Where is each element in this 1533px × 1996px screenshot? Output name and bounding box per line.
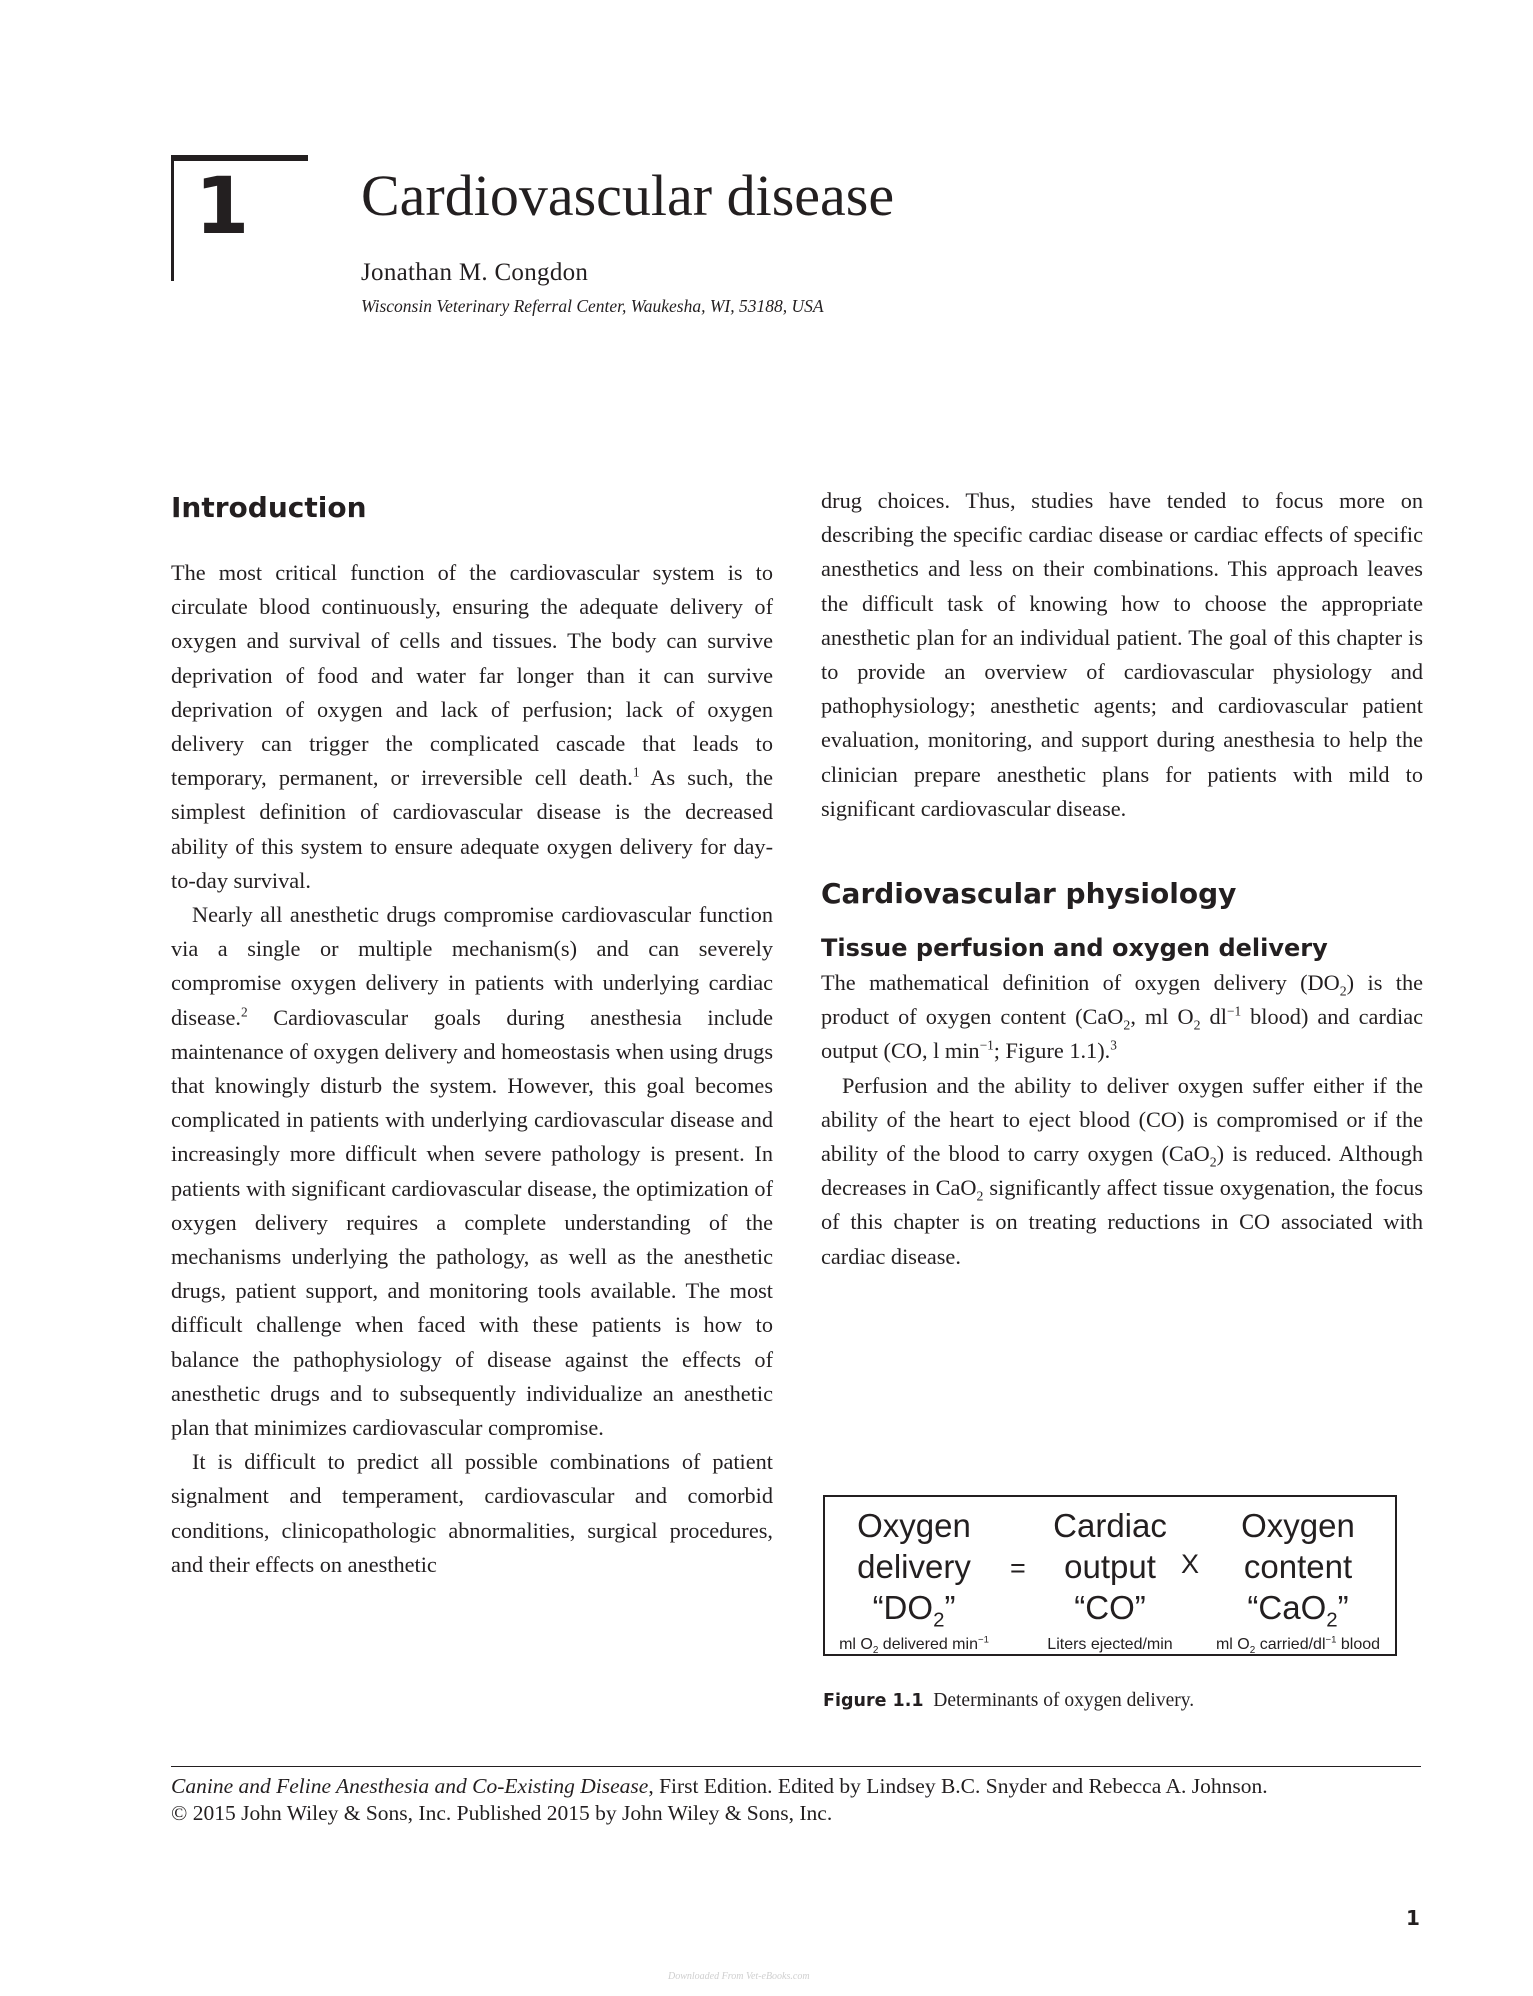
intro-paragraph-3-continued: drug choices. Thus, studies have tended to focus more on describing the specific cardiac disease or cardiac effects of specific anesthetics and less on their combinations. This approach leaves the difficult task of knowing how to choose the appropriate anesthetic plan for an individual patient. The goal of this chapter is to provide an overview of cardiovascular physiology and pathophysiology; anesthetic agents; and cardiovascular patient evaluation, monitoring, and support during anesthesia to help the clinician prepare anesthetic plans for patients with mild to significant cardiovascular disease. (821, 488, 1423, 821)
figure-caption (823, 1690, 1194, 1712)
intro-paragraph-1: The most critical function of the cardiovascular system is to circulate blood continuously, ensuring the adequate delivery of oxygen and survival of cells and tissues. The body can survive deprivation of food and water far longer than it can survive deprivation of oxygen and lack of perfusion; lack of oxygen delivery can trigger the complicated cascade that leads to temporary, permanent, or irreversible cell death.$^1$ As such, the simplest definition of cardiovascular disease is the decreased ability of this system to ensure adequate oxygen delivery for day-to-day survival. (171, 560, 773, 893)
chapter-title: Cardiovascular disease (361, 163, 895, 228)
perfusion-paragraph: Perfusion and the ability to deliver oxygen suffer either if the ability of the heart to eject blood (CO) is compromised or if the ability of the blood to carry oxygen (CaO$_2$) is reduced. Although decreases in CaO$_2$ significantly affect tissue oxygenation, the focus of this chapter is on treating reductions in CO associated with cardiac disease. (821, 1072, 1423, 1269)
figure-1-1-equation (823, 1495, 1397, 1656)
footer-divider (171, 1766, 1421, 1767)
book-title: Canine and Feline Anesthesia and Co-Existing Disease (171, 1774, 649, 1798)
watermark: Downloaded From Vet-eBooks.com (668, 1971, 810, 1982)
page-number: 1 (1406, 1906, 1420, 1930)
right-column (821, 490, 1423, 1274)
copyright-line: © 2015 John Wiley & Sons, Inc. Published 2015 by John Wiley & Sons, Inc. (171, 1800, 833, 1825)
left-column (171, 490, 773, 1582)
multiply-sign: X (1181, 1549, 1200, 1579)
citation-1: 1 (632, 764, 640, 780)
oxygen-content-term: Oxygen content “CaO$_2$” ml $O_2$ carried/$dl^{-1}$ blood (1215, 1507, 1381, 1657)
introduction-heading: Introduction (171, 491, 367, 524)
book-citation-footer: Canine and Feline Anesthesia and Co-Existing Disease, First Edition. Edited by Lindsey B.C. Snyder and Rebecca A. Johnson. © 2015 John Wiley & Sons, Inc. Published 2015 by John Wiley & Sons, Inc. (171, 1774, 1268, 1825)
figure-caption-text: Determinants of oxygen delivery. (933, 1690, 1195, 1711)
cardiac-output-term: Cardiac output “CO” Liters ejected/min (1047, 1507, 1173, 1653)
intro-paragraph-2: Nearly all anesthetic drugs compromise cardiovascular function via a single or multiple mechanism(s) and can severely compromise oxygen delivery in patients with underlying cardiac disease.$^2$ Cardiovascular goals during anesthesia include maintenance of oxygen delivery and homeostasis when using drugs that knowingly disturb the system. However, this goal becomes complicated in patients with underlying cardiovascular disease and increasingly more difficult when severe pathology is present. In patients with significant cardiovascular disease, the optimization of oxygen delivery requires a complete understanding of the mechanisms underlying the pathology, as well as the anesthetic drugs, patient support, and monitoring tools available. The most difficult challenge when faced with these patients is how to balance the pathophysiology of disease against the effects of anesthetic drugs and to subsequently individualize an anesthetic plan that minimizes cardiovascular compromise. (171, 902, 773, 1441)
tissue-perfusion-subheading: Tissue perfusion and oxygen delivery (821, 934, 1328, 963)
oxygen-delivery-term: Oxygen delivery “$DO_2$” ml $O_2$ delivered $\min^{-1}$ (839, 1507, 989, 1657)
oxygen-delivery-definition-paragraph: The mathematical definition of oxygen delivery $(DO_2)$ is the product of oxygen content (CaO$_2$, ml $O_2$ $dl^{-1}$ blood) and cardiac output (CO, l $\min^{-1}$; Figure 1.1).$^3$ (821, 970, 1424, 1064)
figure-label: Figure 1.1 (823, 1691, 924, 1711)
equals-sign: = (1010, 1553, 1026, 1583)
chapter-number: 1 (195, 162, 250, 252)
cardiovascular-physiology-heading: Cardiovascular physiology (821, 877, 1237, 911)
author-name: Jonathan M. Congdon (361, 259, 589, 286)
citation-3: 3 (1110, 1038, 1117, 1054)
author-affiliation: Wisconsin Veterinary Referral Center, Waukesha, WI, 53188, USA (361, 296, 824, 316)
intro-paragraph-3: It is difficult to predict all possible combinations of patient signalment and temperament, cardiovascular and comorbid conditions, clinicopathologic abnormalities, surgical procedures, and their effects on anesthetic (171, 1449, 773, 1577)
citation-2: 2 (240, 1004, 248, 1020)
